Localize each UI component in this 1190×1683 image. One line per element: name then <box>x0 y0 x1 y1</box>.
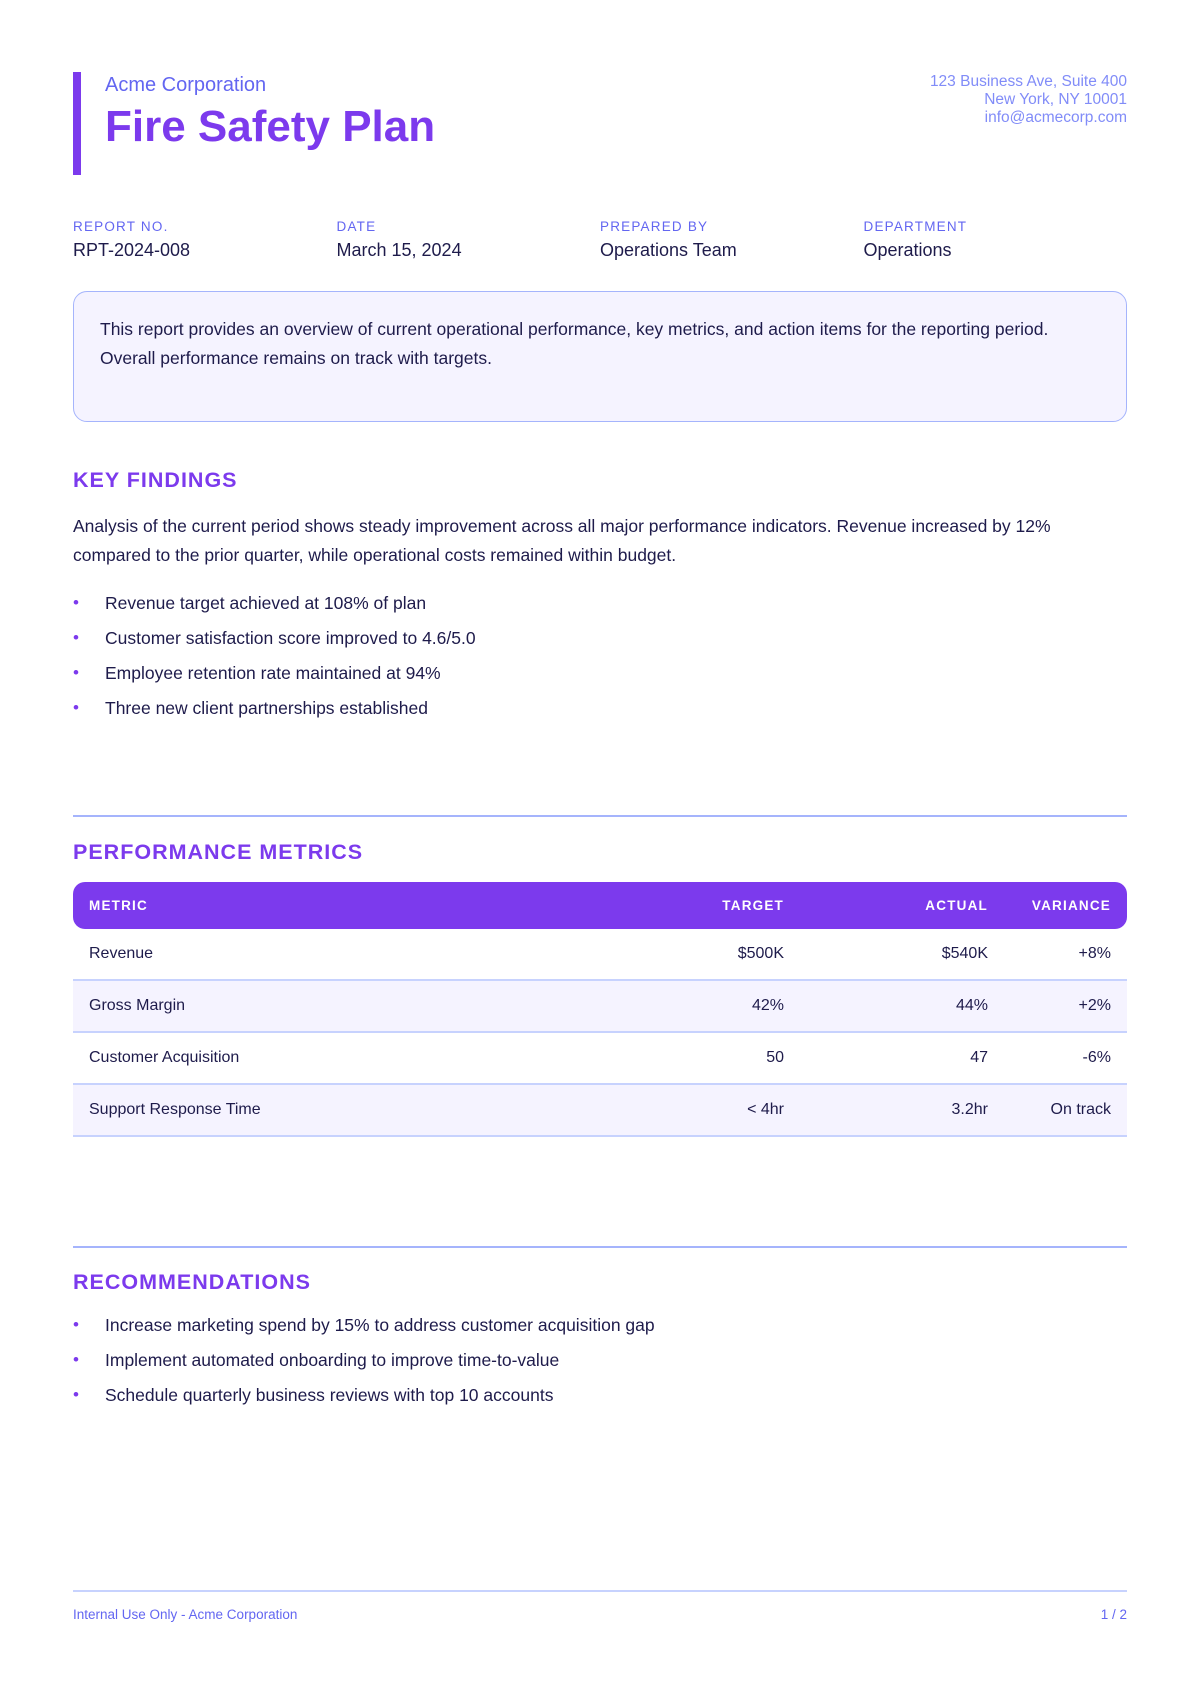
column-header-metric: METRIC <box>89 898 148 913</box>
list-item <box>73 591 1127 626</box>
address-line-2: New York, NY 10001 <box>984 91 1127 108</box>
section-divider <box>73 815 1127 817</box>
cell-variance: -6% <box>1082 1049 1111 1066</box>
table-row <box>73 981 1127 1033</box>
cell-actual: 3.2hr <box>951 1101 988 1118</box>
column-header-actual: ACTUAL <box>925 898 988 913</box>
recommendations-list <box>73 1313 1127 1418</box>
section-divider <box>73 1246 1127 1248</box>
bullet-icon: • <box>73 663 79 682</box>
bullet-icon: • <box>73 593 79 612</box>
list-item-text: Three new client partnerships established <box>105 698 428 718</box>
list-item-text: Implement automated onboarding to improve time-to-value <box>105 1350 560 1370</box>
bullet-icon: • <box>73 628 79 647</box>
meta-label: DEPARTMENT <box>863 219 968 234</box>
bullet-icon: • <box>73 1385 79 1404</box>
page-number: 1 / 2 <box>1100 1607 1127 1622</box>
bullet-icon: • <box>73 1315 79 1334</box>
bullet-icon: • <box>73 1350 79 1369</box>
cell-target: $500K <box>737 945 784 962</box>
meta-value: Operations Team <box>600 240 737 260</box>
bullet-icon: • <box>73 698 79 717</box>
table-header <box>73 882 1127 929</box>
column-header-target: TARGET <box>722 898 784 913</box>
list-item-text: Employee retention rate maintained at 94% <box>105 663 441 683</box>
key-findings-list <box>73 591 1127 731</box>
list-item-text: Increase marketing spend by 15% to address customer acquisition gap <box>105 1315 655 1335</box>
report-meta <box>73 219 1127 261</box>
document-title: Fire Safety Plan <box>105 102 436 151</box>
list-item <box>73 1348 1127 1383</box>
recommendations-heading: RECOMMENDATIONS <box>73 1270 311 1294</box>
cell-variance: +2% <box>1078 997 1111 1014</box>
meta-value: Operations <box>863 240 952 260</box>
list-item <box>73 696 1127 731</box>
cell-variance: +8% <box>1078 945 1111 962</box>
meta-value: March 15, 2024 <box>336 240 462 260</box>
cell-metric: Revenue <box>89 945 154 962</box>
key-findings-paragraph: Analysis of the current period shows steady improvement across all major performance indicators. Revenue increased by 12% compared to the prior quarter, while operational costs remained within budget. <box>73 516 1051 565</box>
meta-report-no <box>73 219 337 261</box>
company-address <box>930 73 1127 127</box>
cell-actual: 47 <box>970 1049 988 1066</box>
cell-variance: On track <box>1050 1101 1111 1118</box>
meta-department <box>864 219 1128 261</box>
footer-text: Internal Use Only - Acme Corporation <box>73 1607 298 1622</box>
cell-actual: $540K <box>941 945 988 962</box>
cell-metric: Customer Acquisition <box>89 1049 240 1066</box>
cell-target: < 4hr <box>747 1101 784 1118</box>
list-item-text: Revenue target achieved at 108% of plan <box>105 593 427 613</box>
cell-target: 50 <box>766 1049 784 1066</box>
meta-label: PREPARED BY <box>600 219 709 234</box>
performance-metrics-heading: PERFORMANCE METRICS <box>73 840 364 864</box>
list-item <box>73 1383 1127 1418</box>
meta-prepared-by <box>600 219 864 261</box>
meta-value: RPT-2024-008 <box>73 240 191 260</box>
list-item <box>73 661 1127 696</box>
cell-metric: Gross Margin <box>89 997 186 1014</box>
meta-date <box>337 219 601 261</box>
key-findings-heading: KEY FINDINGS <box>73 468 238 492</box>
list-item <box>73 1313 1127 1348</box>
document-header <box>73 72 1127 176</box>
metrics-table <box>73 882 1127 1137</box>
footer-divider <box>73 1590 1127 1592</box>
table-row <box>73 1033 1127 1085</box>
company-email: info@acmecorp.com <box>984 109 1127 126</box>
address-line-1: 123 Business Ave, Suite 400 <box>929 73 1127 90</box>
document-page <box>73 0 1127 1683</box>
table-row <box>73 1085 1127 1137</box>
list-item-text: Customer satisfaction score improved to 4.6/5.0 <box>105 628 476 648</box>
header-accent-bar <box>73 72 81 175</box>
list-item-text: Schedule quarterly business reviews with top 10 accounts <box>105 1385 554 1405</box>
meta-label: REPORT NO. <box>73 219 169 234</box>
cell-actual: 44% <box>955 997 988 1014</box>
company-name: Acme Corporation <box>105 74 267 96</box>
table-row <box>73 929 1127 981</box>
list-item <box>73 626 1127 661</box>
meta-label: DATE <box>336 219 377 234</box>
column-header-variance: VARIANCE <box>1031 898 1111 913</box>
cell-target: 42% <box>751 997 784 1014</box>
cell-metric: Support Response Time <box>89 1101 261 1118</box>
summary-box: This report provides an overview of current operational performance, key metrics, and action items for the reporting period. Overall performance remains on track with targets. <box>73 291 1127 422</box>
